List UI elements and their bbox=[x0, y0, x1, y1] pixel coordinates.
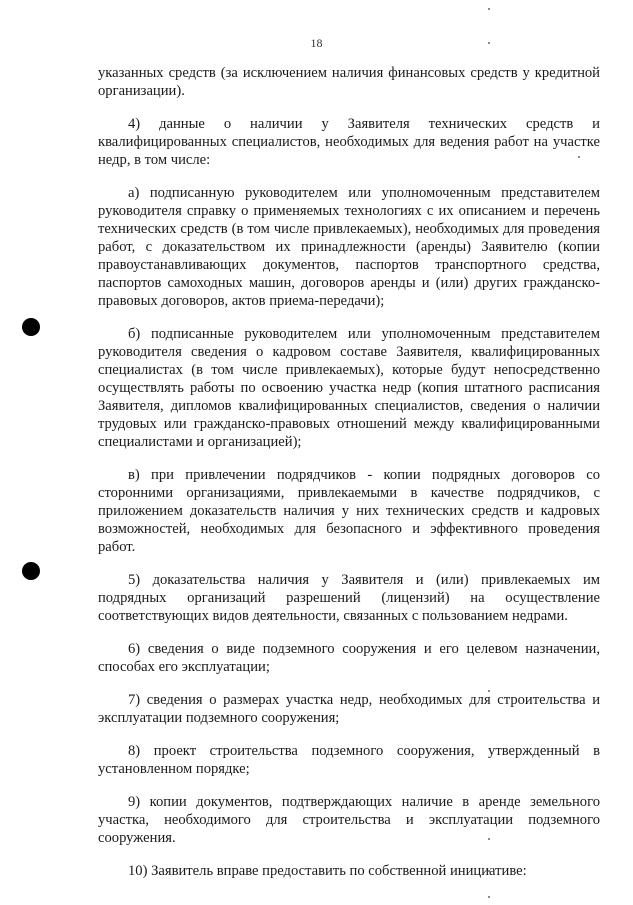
paragraph-item-8: 8) проект строительства подземного сооружения, утвержденный в установленном порядке; bbox=[98, 743, 600, 777]
paragraph-item-6: 6) сведения о виде подземного сооружения и его целевом назначении, способах его эксплуатации; bbox=[98, 641, 600, 675]
paragraph-item-4: 4) данные о наличии у Заявителя технических средств и квалифицированных специалистов, необходимых для ведения работ на участке недр, в том числе: bbox=[98, 116, 600, 168]
punch-hole-bottom bbox=[22, 562, 40, 580]
paragraph-item-4a: а) подписанную руководителем или уполномоченным представителем руководителя справку о применяемых технологиях с их описанием и перечень технических средств (в том числе привлекаемых), необходимых для проведения работ, с доказательством их принадлежности (аренды) Заявителю (копии правоустанавливающих документов, паспортов транспортного средства, паспортов самоходных машин, договоров аренды и (или) других гражданско-правовых договоров, актов приема-передачи); bbox=[98, 185, 600, 309]
paragraph-item-7: 7) сведения о размерах участка недр, необходимых для строительства и эксплуатации подземного сооружения; bbox=[98, 692, 600, 726]
punch-hole-top bbox=[22, 318, 40, 336]
paragraph-continuation: указанных средств (за исключением наличия финансовых средств у кредитной организации). bbox=[98, 65, 600, 99]
paragraph-item-5: 5) доказательства наличия у Заявителя и (или) привлекаемых им подрядных организаций разрешений (лицензий) на осуществление соответствующих видов деятельности, связанных с пользованием недрами. bbox=[98, 572, 600, 624]
scan-speck bbox=[488, 42, 490, 44]
paragraph-item-4b: б) подписанные руководителем или уполномоченным представителем руководителя сведения о кадровом составе Заявителя, квалифицированных специалистах (в том числе привлекаемых), которые будут непосредственно осуществлять работы по освоению участка недр (копия штатного расписания Заявителя, дипломов квалифицированных специалистов, сведения о наличии трудовых или гражданско-правовых отношений между квалифицированными специалистами и организацией); bbox=[98, 326, 600, 450]
page-number: 18 bbox=[310, 36, 323, 50]
scan-speck bbox=[488, 8, 490, 10]
paragraph-item-10: 10) Заявитель вправе предоставить по собственной инициативе: bbox=[128, 863, 527, 879]
paragraph-item-4v: в) при привлечении подрядчиков - копии подрядных договоров со сторонними организациями, привлекаемыми в качестве подрядчиков, с приложением доказательств наличия у них технических средств и кадровых возможностей, необходимых для безопасного и эффективного проведения работ. bbox=[98, 467, 600, 555]
scan-speck bbox=[488, 896, 490, 898]
paragraph-item-9: 9) копии документов, подтверждающих наличие в аренде земельного участка, необходимого для строительства и эксплуатации подземного сооружения. bbox=[98, 794, 600, 846]
document-body bbox=[98, 64, 600, 895]
